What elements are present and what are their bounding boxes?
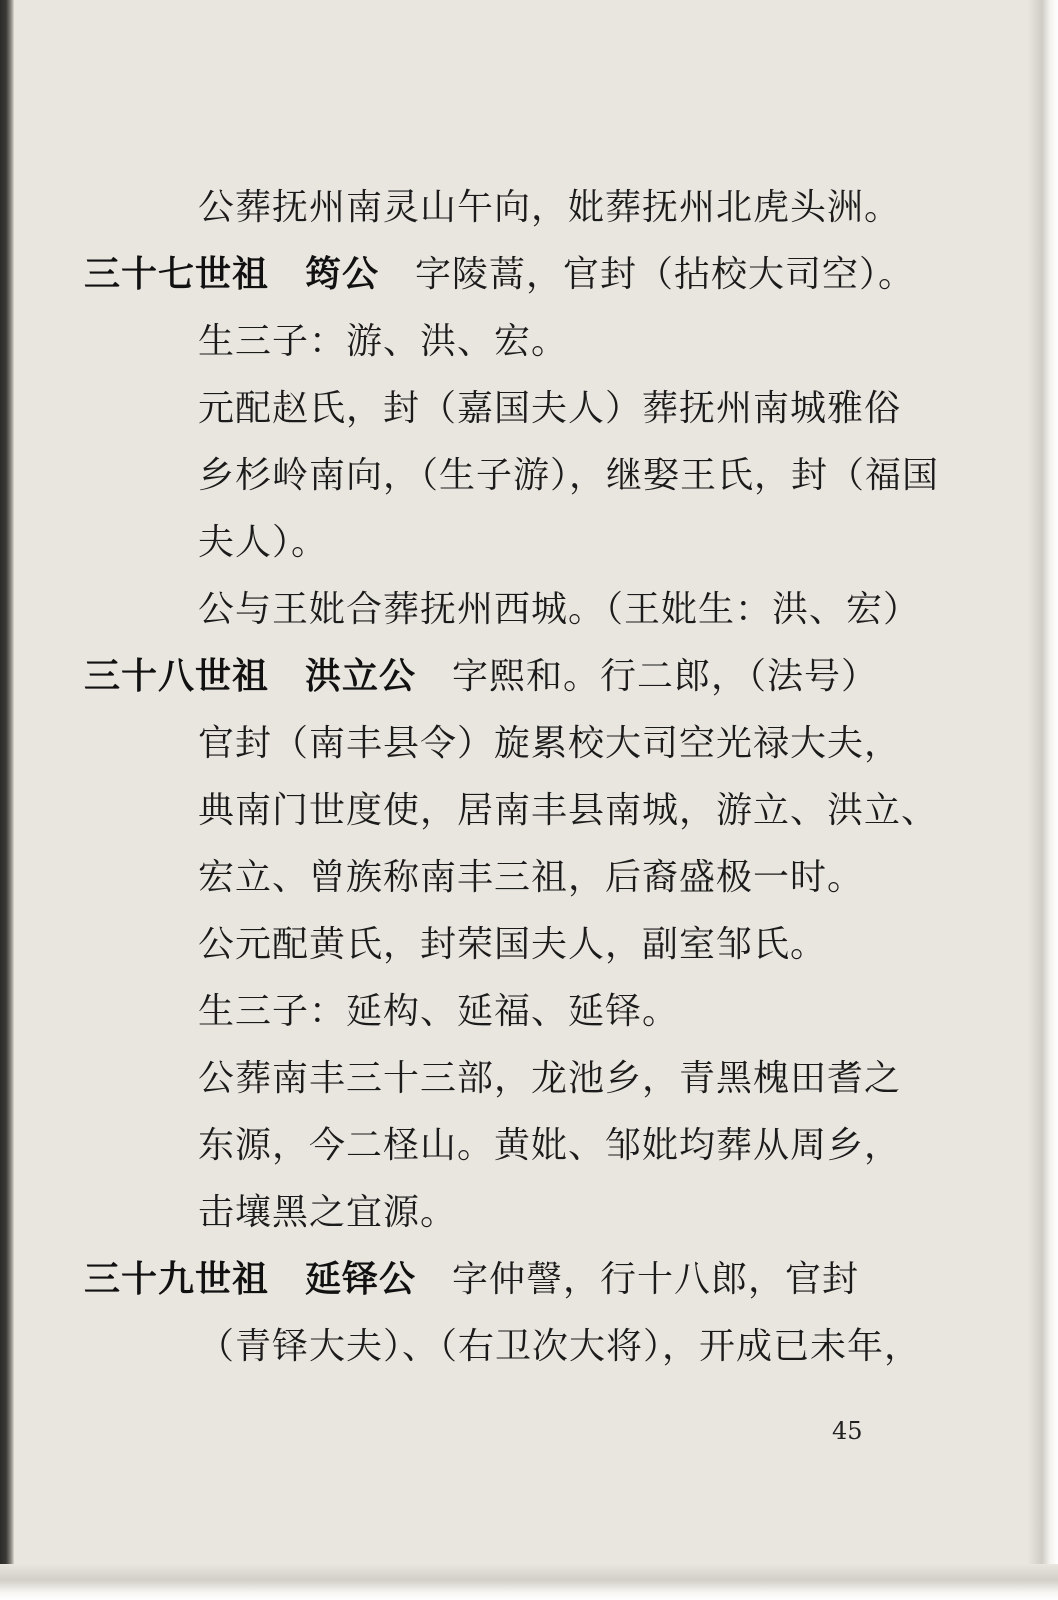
line-text: 公葬南丰三十三部，龙池乡，青黑槐田耆之 — [198, 1058, 902, 1099]
text-line — [198, 990, 679, 1034]
line-text: 生三子：延构、延福、延铎。 — [198, 991, 680, 1032]
line-text: 宏立、曾族称南丰三祖，后裔盛极一时。 — [198, 857, 865, 898]
line-text: 字陵蒿，官封（拈校大司空）。 — [415, 254, 916, 295]
line-text: 字熙和。行二郎，（法号） — [452, 656, 879, 697]
ancestor-name: 筠公 — [305, 254, 380, 295]
generation-heading: 三十七世祖 — [84, 254, 270, 295]
generation-entry-38 — [84, 655, 878, 699]
line-text: 生三子：游、洪、宏。 — [198, 321, 569, 362]
text-line — [198, 320, 568, 364]
line-text: 夫人）。 — [198, 522, 329, 563]
generation-heading: 三十九世祖 — [84, 1259, 270, 1300]
line-text: 公元配黄氏，封荣国夫人，副室邹氏。 — [198, 924, 828, 965]
generation-entry-39 — [84, 1258, 859, 1302]
text-line — [198, 521, 328, 565]
generation-heading: 三十八世祖 — [84, 656, 270, 697]
line-text: 官封（南丰县令）旋累校大司空光禄大夫， — [198, 723, 902, 764]
page-number: 45 — [832, 1417, 863, 1445]
text-line — [198, 454, 939, 498]
line-text: 公葬抚州南灵山午向，妣葬抚州北虎头洲。 — [198, 187, 902, 228]
line-text: 乡杉岭南向，（生子游），继娶王氏，封（福国 — [198, 455, 940, 496]
text-line — [198, 588, 920, 632]
text-line — [198, 1057, 901, 1101]
ancestor-name: 延铎公 — [305, 1259, 417, 1300]
text-line — [198, 387, 901, 431]
text-line — [198, 789, 938, 833]
line-text: 击壤黑之宜源。 — [198, 1192, 458, 1233]
generation-entry-37 — [84, 253, 915, 297]
text-line — [198, 722, 901, 766]
text-line — [198, 856, 864, 900]
line-text: 元配赵氏，封（嘉国夫人）葬抚州南城雅俗 — [198, 388, 902, 429]
line-text: 东源，今二柽山。黄妣、邹妣均葬从周乡， — [198, 1125, 902, 1166]
text-line — [198, 1191, 457, 1235]
text-line — [198, 1325, 921, 1369]
text-line — [198, 1124, 901, 1168]
text-line — [198, 923, 827, 967]
line-text: 典南门世度使，居南丰县南城，游立、洪立、 — [198, 790, 939, 831]
line-text: （青铎大夫）、（右卫次大将），开成已未年， — [198, 1326, 922, 1367]
line-text: 字仲謦，行十八郎，官封 — [452, 1259, 860, 1300]
ancestor-name: 洪立公 — [305, 656, 417, 697]
text-line — [198, 186, 901, 230]
line-text: 公与王妣合葬抚州西城。（王妣生：洪、宏） — [198, 589, 921, 630]
